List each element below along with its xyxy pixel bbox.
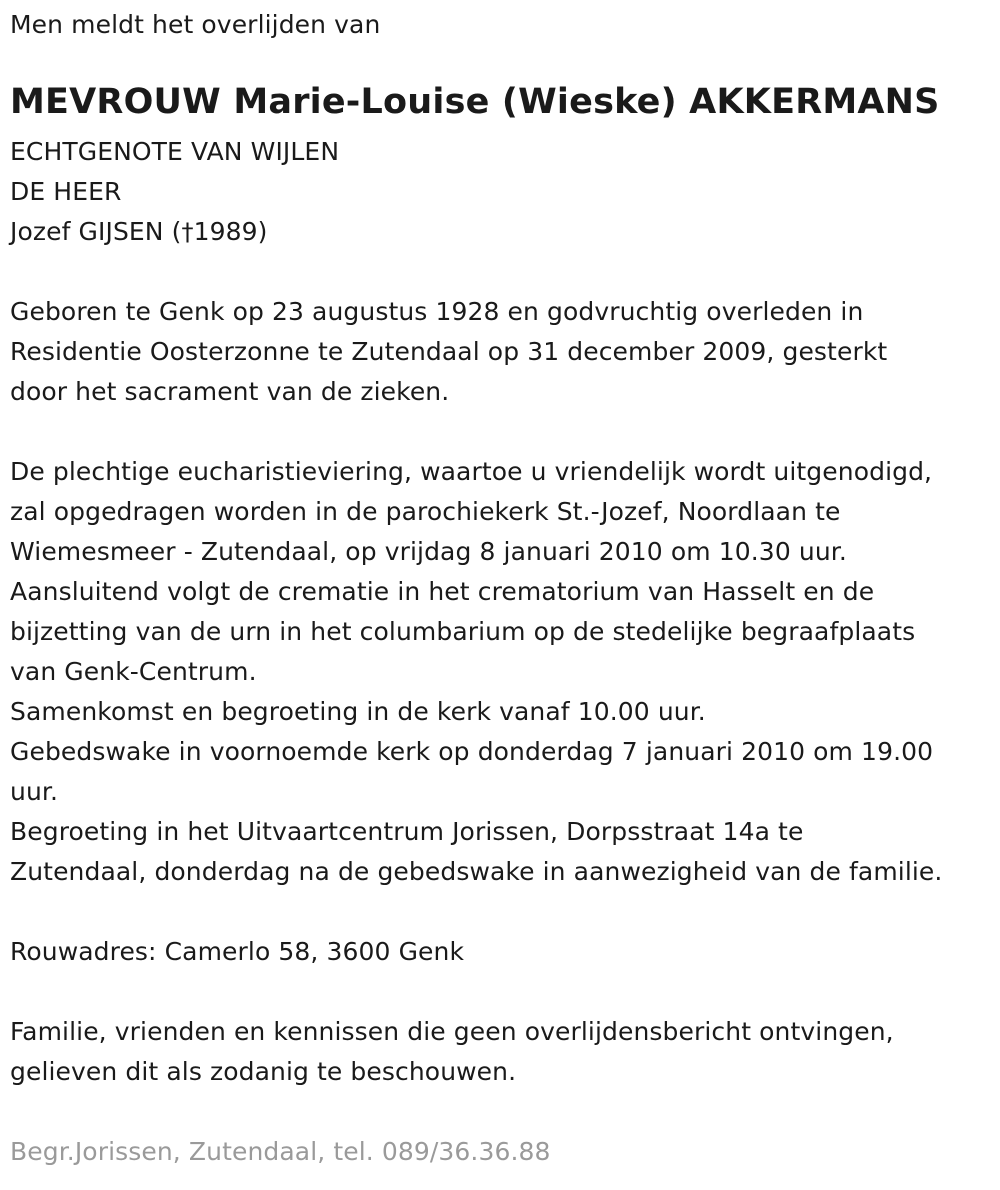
birth-death-paragraph bbox=[10, 292, 995, 412]
paragraph-line: Geboren te Genk op 23 augustus 1928 en godvruchtig overleden in bbox=[10, 297, 864, 326]
paragraph-line: Samenkomst en begroeting in de kerk vanaf 10.00 uur. bbox=[10, 697, 706, 726]
spouse-name bbox=[10, 212, 995, 252]
relation-line-2: DE HEER bbox=[10, 177, 122, 206]
paragraph-line: Familie, vrienden en kennissen die geen overlijdensbericht ontvingen, bbox=[10, 1017, 894, 1046]
paragraph-line: De plechtige eucharistieviering, waartoe u vriendelijk wordt uitgenodigd, bbox=[10, 457, 933, 486]
spouse-death-year: 1989) bbox=[193, 217, 268, 246]
paragraph-line: zal opgedragen worden in de parochiekerk St.-Jozef, Noordlaan te bbox=[10, 497, 841, 526]
paragraph-line: Residentie Oosterzonne te Zutendaal op 31 december 2009, gesterkt bbox=[10, 337, 888, 366]
paragraph-line: Wiemesmeer - Zutendaal, op vrijdag 8 januari 2010 om 10.30 uur. bbox=[10, 537, 847, 566]
paragraph-line: bijzetting van de urn in het columbarium op de stedelijke begraafplaats bbox=[10, 617, 916, 646]
relation-line-1: ECHTGENOTE VAN WIJLEN bbox=[10, 137, 340, 166]
spacer bbox=[10, 892, 995, 932]
paragraph-line: gelieven dit als zodanig te beschouwen. bbox=[10, 1057, 517, 1086]
paragraph-line: Zutendaal, donderdag na de gebedswake in aanwezigheid van de familie. bbox=[10, 857, 943, 886]
spacer bbox=[10, 412, 995, 452]
intro-text: Men meldt het overlijden van bbox=[10, 10, 381, 39]
cross-icon: † bbox=[181, 218, 194, 246]
paragraph-line: Gebedswake in voornoemde kerk op donderdag 7 januari 2010 om 19.00 bbox=[10, 737, 934, 766]
spacer bbox=[10, 1092, 995, 1132]
death-notice bbox=[10, 0, 995, 1172]
spacer bbox=[10, 252, 995, 292]
paragraph-line: Aansluitend volgt de crematie in het crematorium van Hasselt en de bbox=[10, 577, 875, 606]
closing-paragraph bbox=[10, 1012, 995, 1092]
funeral-home-footer: Begr.Jorissen, Zutendaal, tel. 089/36.36.88 bbox=[10, 1137, 551, 1166]
deceased-name: MEVROUW Marie-Louise (Wieske) AKKERMANS bbox=[10, 82, 940, 122]
spouse-name-start: Jozef GIJSEN ( bbox=[10, 217, 182, 246]
paragraph-line: door het sacrament van de zieken. bbox=[10, 377, 450, 406]
ceremony-paragraph bbox=[10, 452, 995, 892]
paragraph-line: van Genk-Centrum. bbox=[10, 657, 257, 686]
mourning-address: Rouwadres: Camerlo 58, 3600 Genk bbox=[10, 937, 465, 966]
paragraph-line: uur. bbox=[10, 777, 59, 806]
paragraph-line: Begroeting in het Uitvaartcentrum Jorissen, Dorpsstraat 14a te bbox=[10, 817, 804, 846]
spacer bbox=[10, 972, 995, 1012]
